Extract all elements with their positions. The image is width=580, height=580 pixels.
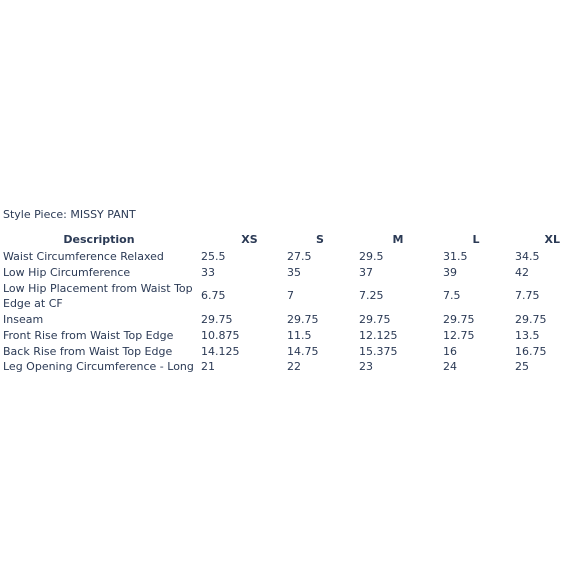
table-row	[0, 311, 580, 327]
style-piece-title: Style Piece: MISSY PANT	[3, 208, 136, 221]
cell-value: 12.125	[359, 328, 398, 342]
column-header-size-xs: XS	[241, 232, 258, 246]
row-description: Inseam	[3, 312, 44, 326]
cell-value: 29.75	[359, 312, 391, 326]
row-description: Back Rise from Waist Top Edge	[3, 344, 173, 358]
row-description: Front Rise from Waist Top Edge	[3, 328, 174, 342]
table-row	[0, 248, 580, 264]
cell-value: 15.375	[359, 344, 398, 358]
table-row	[0, 327, 580, 343]
cell-value: 35	[287, 265, 301, 279]
table-row	[0, 280, 580, 311]
cell-value: 7.25	[359, 289, 384, 302]
cell-value: 37	[359, 265, 373, 279]
cell-value: 29.75	[201, 312, 233, 326]
table-row	[0, 359, 580, 374]
cell-value: 27.5	[287, 249, 312, 263]
cell-value: 25.5	[201, 249, 226, 263]
cell-value: 29.75	[443, 312, 475, 326]
cell-value: 22	[287, 360, 301, 373]
cell-value: 31.5	[443, 249, 468, 263]
row-description: Waist Circumference Relaxed	[3, 249, 164, 263]
cell-value: 10.875	[201, 328, 240, 342]
cell-value: 33	[201, 265, 215, 279]
cell-value: 12.75	[443, 328, 475, 342]
row-description: Low Hip Circumference	[3, 265, 131, 279]
cell-value: 29.75	[287, 312, 319, 326]
cell-value: 34.5	[515, 249, 540, 263]
cell-value: 42	[515, 265, 529, 279]
table-row	[0, 343, 580, 359]
cell-value: 29.75	[515, 312, 547, 326]
cell-value: 11.5	[287, 328, 312, 342]
table-row	[0, 264, 580, 280]
cell-value: 7.75	[515, 289, 540, 302]
cell-value: 24	[443, 360, 457, 373]
column-header-description: Description	[63, 232, 135, 246]
cell-value: 39	[443, 265, 457, 279]
cell-value: 16.75	[515, 344, 547, 358]
cell-value: 7.5	[443, 289, 461, 302]
cell-value: 21	[201, 360, 215, 373]
cell-value: 14.125	[201, 344, 240, 358]
cell-value: 7	[287, 289, 294, 302]
table-header-row	[0, 230, 580, 248]
cell-value: 23	[359, 360, 373, 373]
size-spec-table	[0, 230, 580, 374]
column-header-size-xl: XL	[544, 232, 560, 246]
cell-value: 16	[443, 344, 457, 358]
column-header-size-m: M	[392, 232, 404, 246]
column-header-size-s: S	[316, 232, 324, 246]
cell-value: 14.75	[287, 344, 319, 358]
row-description: Low Hip Placement from Waist Top Edge at CF	[3, 281, 193, 310]
cell-value: 13.5	[515, 328, 540, 342]
row-description: Leg Opening Circumference - Long	[3, 360, 194, 373]
column-header-size-l: L	[472, 232, 480, 246]
cell-value: 29.5	[359, 249, 384, 263]
cell-value: 6.75	[201, 289, 226, 302]
cell-value: 25	[515, 360, 529, 373]
